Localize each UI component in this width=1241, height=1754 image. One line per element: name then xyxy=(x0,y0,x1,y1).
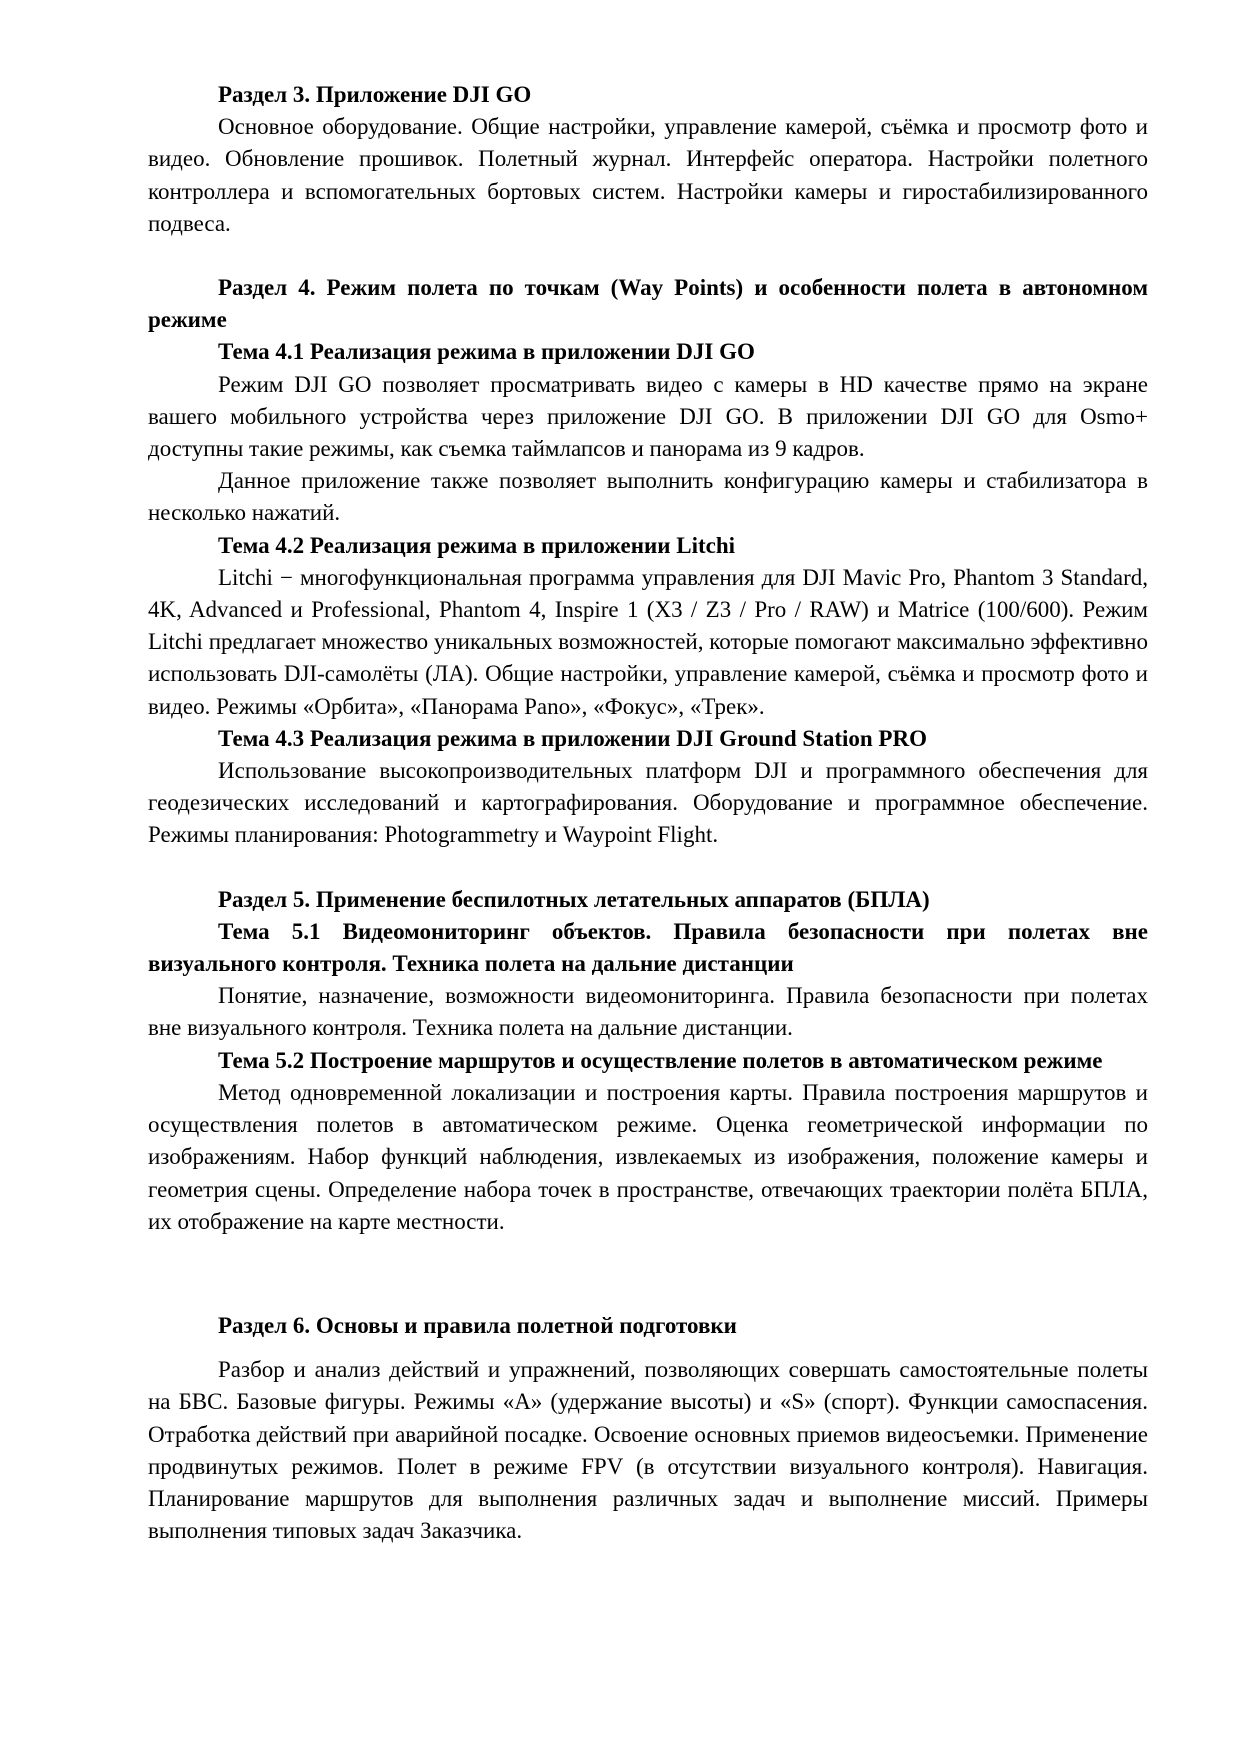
paragraph-tema-4-1-a: Режим DJI GO позволяет просматривать видео с камеры в HD качестве прямо на экране вашего мобильного устройства через приложение DJI GO. В приложении DJI GO для Osmo+ доступны такие режимы, как съемка таймлапсов и панорама из 9 кадров. xyxy=(148,371,1148,462)
heading-tema-4-3: Тема 4.3 Реализация режима в приложении DJI Ground Station PRO xyxy=(218,725,927,751)
paragraph-tema-4-3: Использование высокопроизводительных платформ DJI и программного обеспечения для геодезических исследований и картографирования. Оборудование и программное обеспечение. Режимы планирования: Photogrammetry и Waypoint Flight. xyxy=(148,758,1148,848)
heading-tema-5-1: Тема 5.1 Видеомониторинг объектов. Правила безопасности при полетах вне визуального контроля. Техника полета на дальние дистанции xyxy=(148,918,1148,977)
heading-razdel-6: Раздел 6. Основы и правила полетной подготовки xyxy=(218,1312,737,1338)
paragraph-tema-5-2: Метод одновременной локализации и построения карты. Правила построения маршрутов и осуществления полетов в автоматическом режиме. Оценка геометрической информации по изображениям. Набор функций наблюдения, извлекаемых из изображения, положение камеры и геометрия сцены. Определение набора точек в пространстве, отвечающих траектории полёта БПЛА, их отображение на карте местности. xyxy=(148,1079,1148,1234)
heading-razdel-4: Раздел 4. Режим полета по точкам (Way Points) и особенности полета в автономном режиме xyxy=(148,275,1148,333)
heading-tema-4-2: Тема 4.2 Реализация режима в приложении Litchi xyxy=(218,532,736,558)
paragraph-razdel-6: Разбор и анализ действий и упражнений, позволяющих совершать самостоятельные полеты на БВС. Базовые фигуры. Режимы «А» (удержание высоты) и «S» (спорт). Функции самоспасения. Отработка действий при аварийной посадке. Освоение основных приемов видеосъемки. Применение продвинутых режимов. Полет в режиме FPV (в отсутствии визуального контроля). Навигация. Планирование маршрутов для выполнения различных задач и выполнение миссий. Примеры выполнения типовых задач Заказчика. xyxy=(148,1357,1148,1544)
paragraph-tema-5-1: Понятие, назначение, возможности видеомониторинга. Правила безопасности при полетах вне визуального контроля. Техника полета на дальние дистанции. xyxy=(148,983,1148,1041)
paragraph-razdel-3: Основное оборудование. Общие настройки, управление камерой, съёмка и просмотр фото и видео. Обновление прошивок. Полетный журнал. Интерфейс оператора. Настройки полетного контроллера и вспомогательных бортовых систем. Настройки камеры и гиростабилизированного подвеса. xyxy=(148,114,1148,236)
paragraph-tema-4-2: Litchi − многофункциональная программа управления для DJI Mavic Pro, Phantom 3 Standard, 4K, Advanced и Professional, Phantom 4, Inspire 1 (X3 / Z3 / Pro / RAW) и Matrice (100/600). Режим Litchi предлагает множество уникальных возможностей, которые помогают максимально эффективно использовать DJI-самолёты (ЛА). Общие настройки, управление камерой, съёмка и просмотр фото и видео. Режимы «Орбита», «Панорама Pano», «Фокус», «Трек». xyxy=(148,564,1148,719)
heading-tema-4-1: Тема 4.1 Реализация режима в приложении DJI GO xyxy=(218,339,755,365)
heading-razdel-3: Раздел 3. Приложение DJI GO xyxy=(218,82,532,107)
paragraph-tema-4-1-b: Данное приложение также позволяет выполнить конфигурацию камеры и стабилизатора в несколько нажатий. xyxy=(148,468,1148,526)
heading-razdel-5: Раздел 5. Применение беспилотных летательных аппаратов (БПЛА) xyxy=(218,886,930,912)
heading-tema-5-2: Тема 5.2 Построение маршрутов и осуществление полетов в автоматическом режиме xyxy=(218,1047,1103,1073)
